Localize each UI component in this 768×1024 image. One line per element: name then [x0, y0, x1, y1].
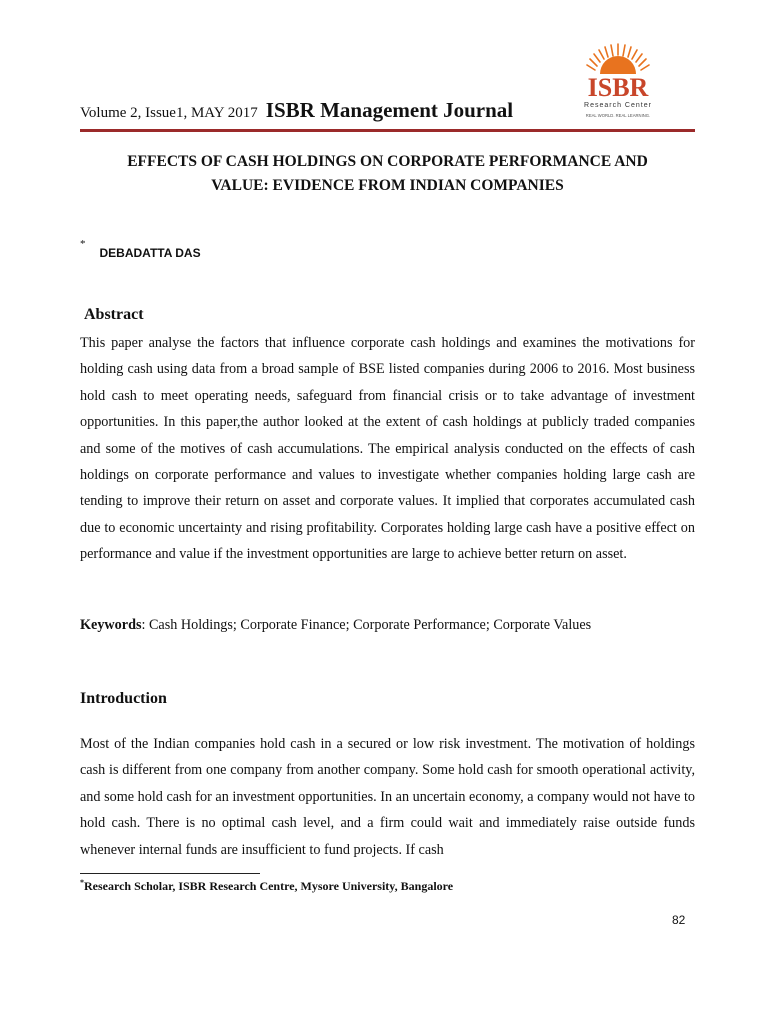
author-name: DEBADATTA DAS: [99, 246, 201, 260]
running-head: [80, 98, 513, 123]
title-line-2: VALUE: EVIDENCE FROM INDIAN COMPANIES: [211, 177, 564, 194]
footnote-rule: [80, 873, 260, 874]
title-line-1: EFFECTS OF CASH HOLDINGS ON CORPORATE PERFORMANCE AND: [127, 153, 648, 170]
logo-mark: ISBR: [587, 73, 649, 102]
keywords-text: : Cash Holdings; Corporate Finance; Corporate Performance; Corporate Values: [141, 617, 592, 633]
header-rule: [80, 129, 695, 132]
logo-tagline: REAL WORLD. REAL LEARNING.: [585, 113, 651, 118]
sun-icon: [600, 56, 636, 74]
logo-subtitle: Research Center: [584, 102, 652, 109]
isbr-logo-graphic: [560, 40, 680, 124]
author-footnote: [80, 878, 453, 894]
footnote-marker: *: [80, 878, 84, 887]
abstract-text: This paper analyse the factors that influence corporate cash holdings and examines the motivations for holding cash using data from a broad sample of BSE listed companies during 2006 to 2016. Most business hold cash to meet operating needs, safeguard from financial crisis or to take advantage of investment opportunities. In this paper,the author looked at the extent of cash holdings at publicly traded companies and some of the motives of cash accumulations. The empirical analysis conducted on the effects of cash holdings on corporate performance and values to investigate whether companies holding large cash are tending to improve their return on asset and corporate values. It implied that corporates accumulated cash due to economic uncertainty and rising profitability. Corporates holding large cash have a positive effect on performance and value if the investment opportunities are large to achieve better return on asset.: [80, 335, 695, 563]
introduction-text: Most of the Indian companies hold cash in a secured or low risk investment. The motivation of holdings cash is different from one company from another company. Some hold cash for smooth operational activity, and some hold cash for an investment opportunities. In an uncertain economy, a company would not have to hold cash. There is no optimal cash level, and a firm could wait and immediately raise outside funds whenever internal funds are insufficient to fund projects. If cash: [80, 736, 695, 858]
author-footnote-marker: *: [80, 238, 86, 250]
page-number: 82: [672, 913, 686, 927]
author-line: [80, 238, 201, 260]
keywords-line: [80, 615, 695, 635]
keywords-label: Keywords: [80, 617, 142, 633]
journal-name: ISBR Management Journal: [265, 98, 514, 122]
introduction-heading: Introduction: [80, 690, 167, 707]
isbr-logo: [560, 40, 680, 124]
volume-issue: Volume 2, Issue1, MAY 2017: [80, 105, 258, 121]
abstract-heading: Abstract: [84, 306, 144, 323]
paper-title: [80, 150, 695, 198]
footnote-text: Research Scholar, ISBR Research Centre, Mysore University, Bangalore: [84, 879, 454, 893]
